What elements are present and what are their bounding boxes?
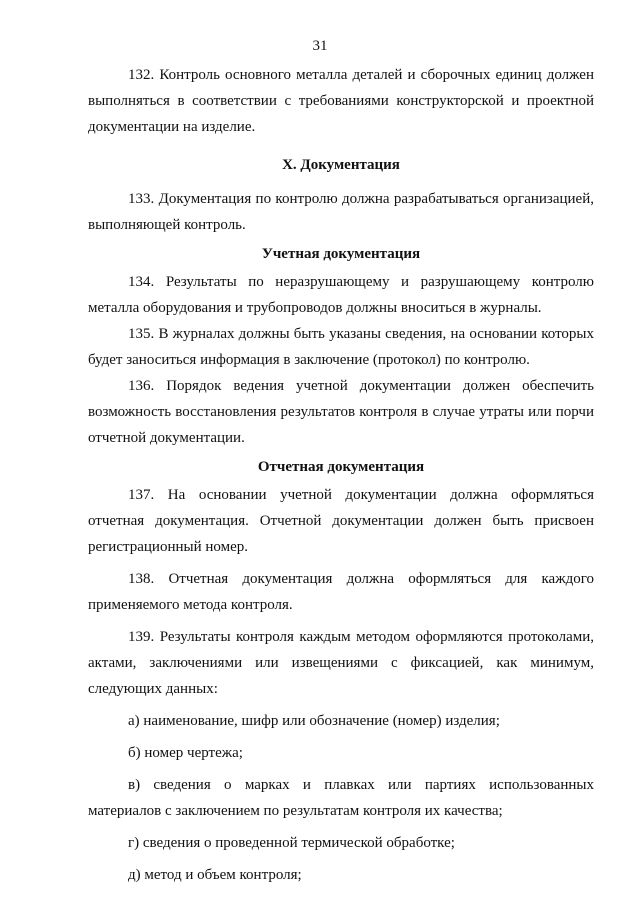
list-item-g: г) сведения о проведенной термической обработке; [128, 835, 455, 851]
paragraph-137: 137. На основании учетной документации должна оформляться отчетная документация. Отчетной документации должен быть присвоен регистрационный номер. [88, 487, 594, 555]
subheading-reporting-documentation: Отчетная документация [257, 459, 425, 475]
paragraph-132: 132. Контроль основного металла деталей и сборочных единиц должен выполняться в соответствии с требованиями конструкторской и проектной документации на изделие. [88, 67, 594, 135]
paragraph-135: 135. В журналах должны быть указаны сведения, на основании которых будет заноситься информация в заключение (протокол) по контролю. [88, 326, 594, 368]
paragraph-136: 136. Порядок ведения учетной документации должен обеспечить возможность восстановления результатов контроля в случае утраты или порчи отчетной документации. [88, 378, 594, 446]
paragraph-134: 134. Результаты по неразрушающему и разрушающему контролю металла оборудования и трубопроводов должны вноситься в журналы. [88, 274, 594, 316]
list-item-a: а) наименование, шифр или обозначение (номер) изделия; [128, 713, 500, 729]
section-heading-documentation: X. Документация [282, 157, 400, 173]
paragraph-133: 133. Документация по контролю должна разрабатываться организацией, выполняющей контроль. [88, 191, 594, 233]
paragraph-138: 138. Отчетная документация должна оформляться для каждого применяемого метода контроля. [88, 571, 594, 613]
list-item-b: б) номер чертежа; [128, 745, 243, 761]
document-body [88, 62, 594, 888]
list-item-v: в) сведения о марках и плавках или партиях использованных материалов с заключением по результатам контроля их качества; [88, 777, 594, 819]
list-item-d: д) метод и объем контроля; [128, 867, 302, 883]
subheading-accounting-documentation: Учетная документация [261, 246, 421, 262]
paragraph-139: 139. Результаты контроля каждым методом оформляются протоколами, актами, заключениями или извещениями с фиксацией, как минимум, следующих данных: [88, 629, 594, 697]
page-number: 31 [312, 38, 328, 54]
